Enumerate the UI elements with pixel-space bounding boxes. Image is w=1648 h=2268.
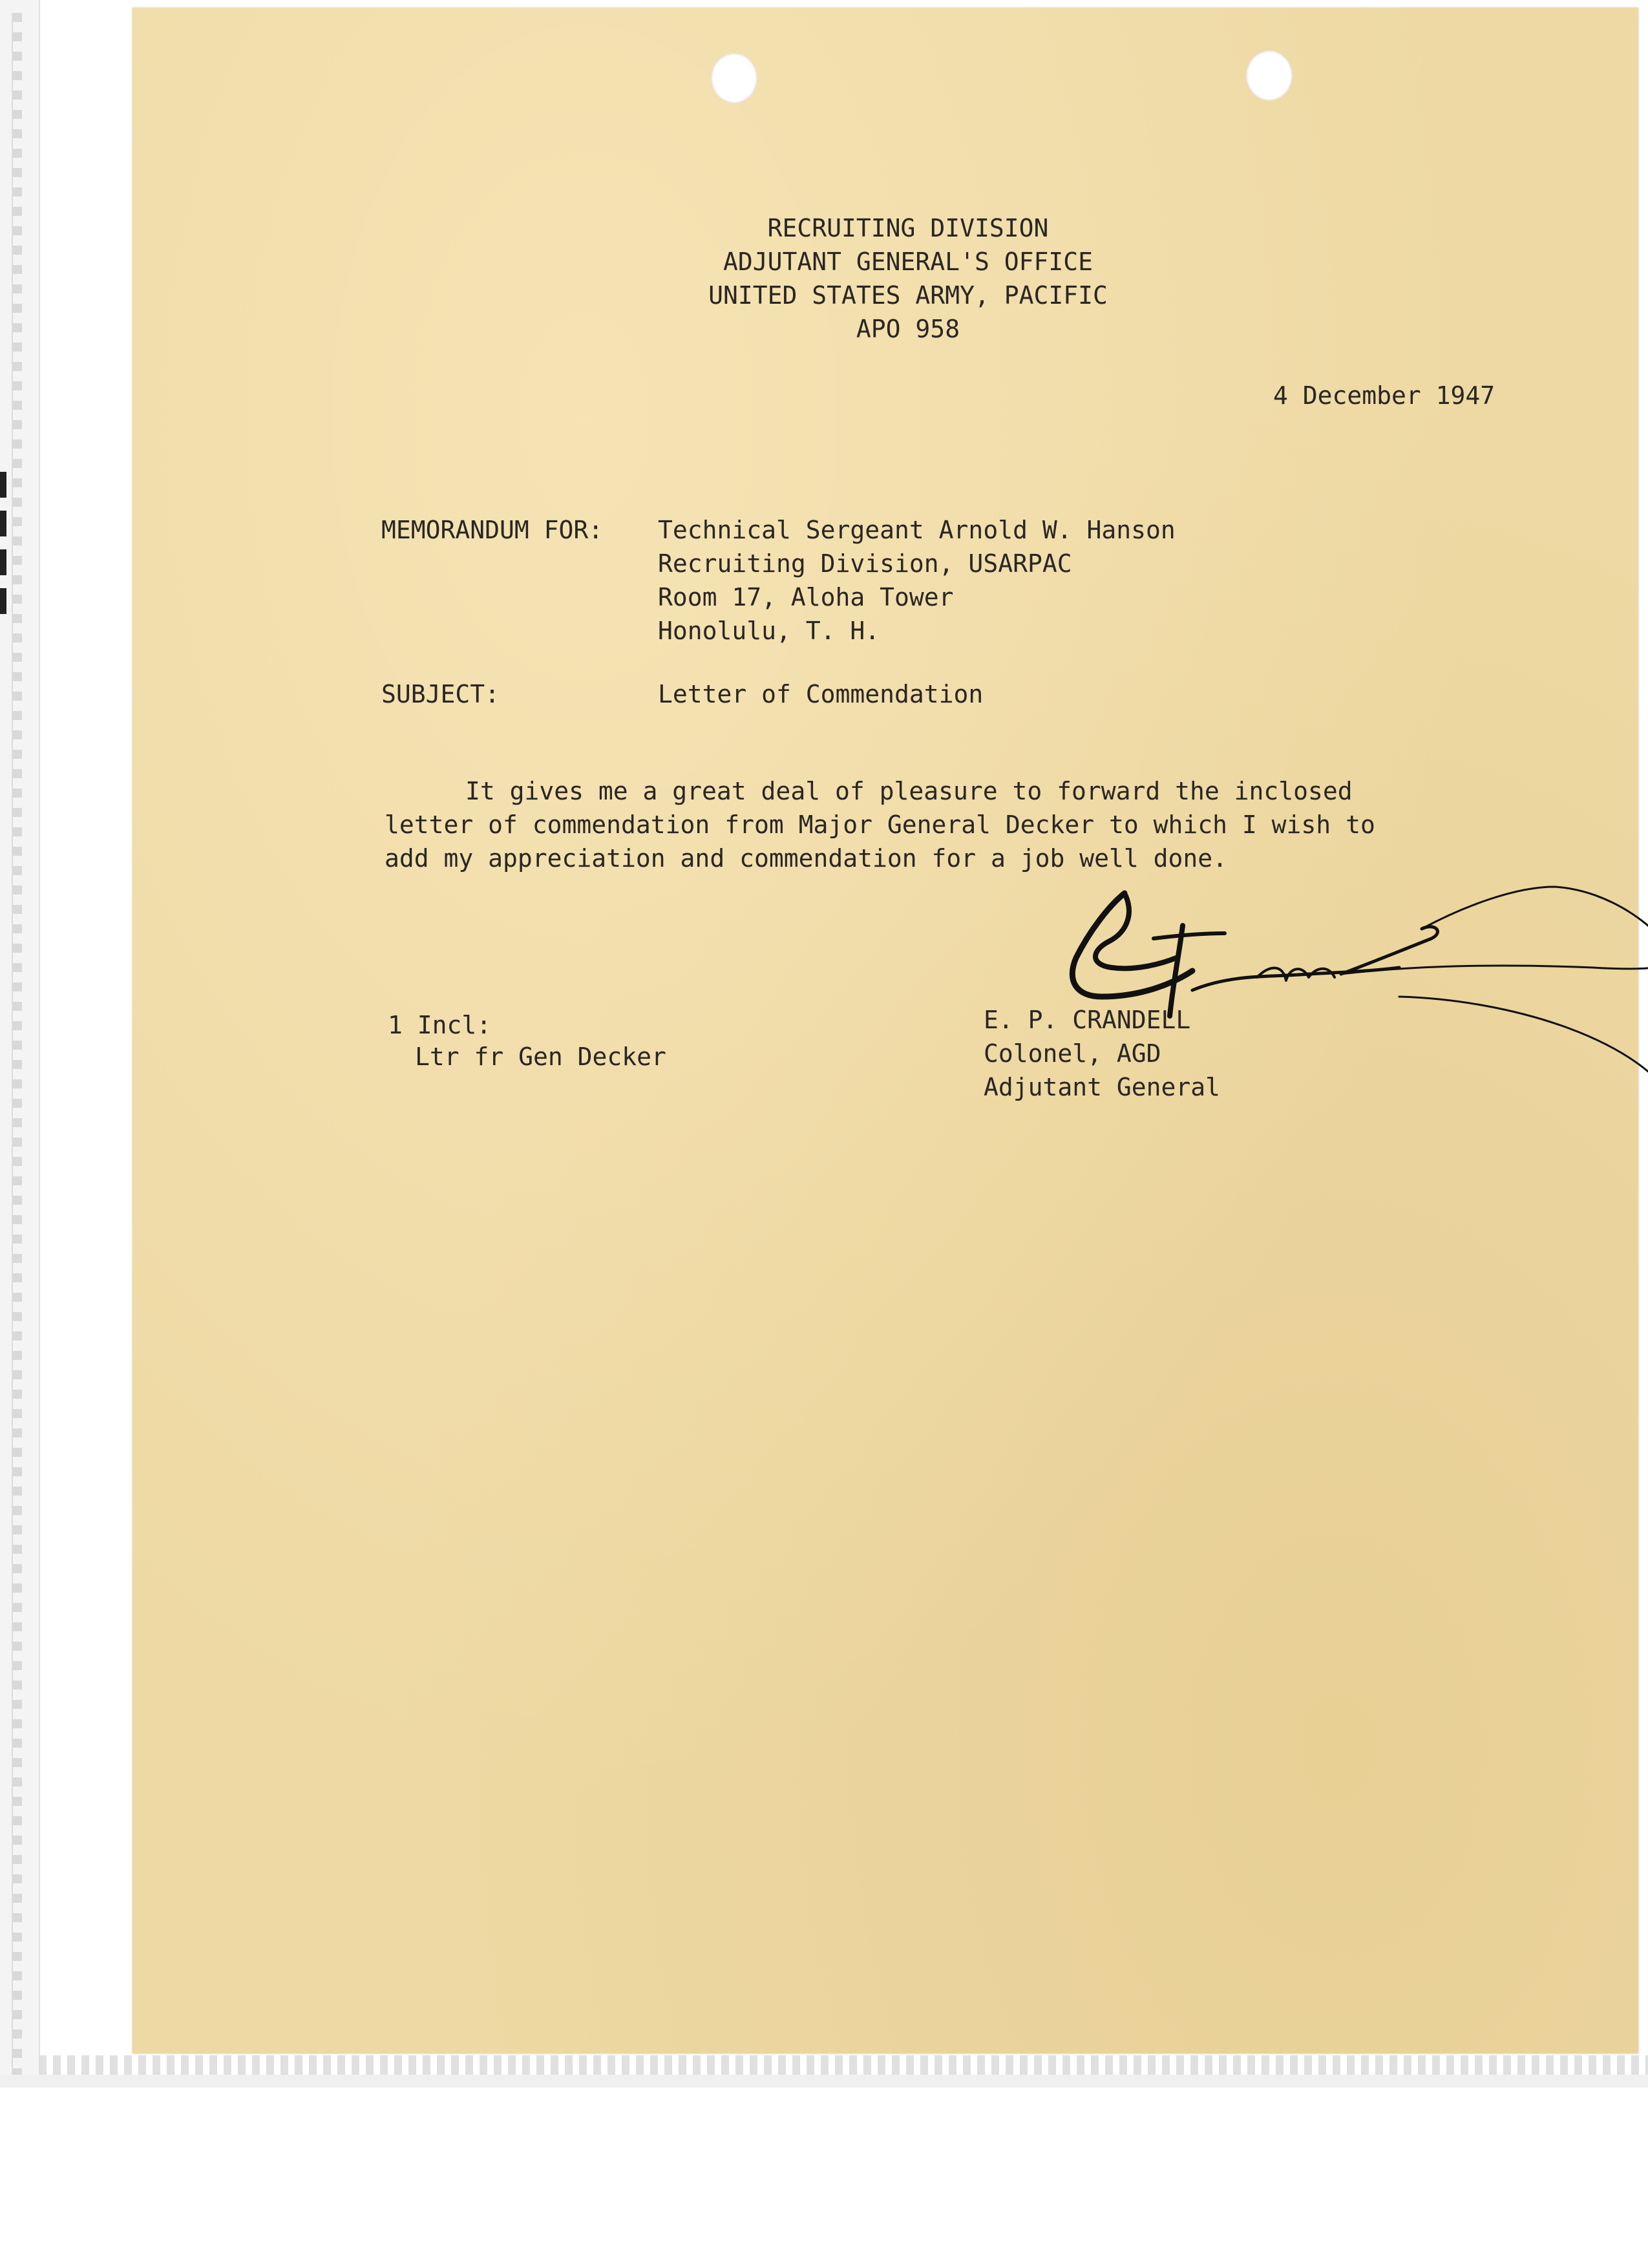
letterhead-line-1: RECRUITING DIVISION (767, 214, 1049, 242)
letterhead-line-4: APO 958 (856, 315, 960, 343)
body-line-1: It gives me a great deal of pleasure to forward the inclosed (465, 777, 1353, 805)
recipient-line-4: Honolulu, T. H. (658, 617, 880, 645)
recipient-line-3: Room 17, Aloha Tower (658, 583, 954, 611)
letterhead-line-2: ADJUTANT GENERAL'S OFFICE (723, 248, 1093, 276)
enclosure-label: 1 Incl: (388, 1011, 492, 1039)
recipient-block (658, 513, 1369, 648)
letter-paper (132, 8, 1638, 2053)
signer-name: E. P. CRANDELL (984, 1006, 1191, 1034)
bottom-perforation (39, 2055, 1648, 2075)
body-line-2: letter of commendation from Major General Decker to which I wish to (385, 811, 1375, 839)
recipient-line-2: Recruiting Division, USARPAC (658, 549, 1072, 578)
letter-date: 4 December 1947 (1273, 381, 1495, 410)
subject-text: Letter of Commendation (658, 680, 984, 708)
recipient-line-1: Technical Sergeant Arnold W. Hanson (658, 516, 1176, 544)
sleeve-perforation (12, 13, 22, 2081)
signer-title: Adjutant General (984, 1073, 1221, 1101)
margin-marking (0, 472, 6, 627)
subject-label: SUBJECT: (381, 680, 500, 708)
punch-hole-left (711, 53, 757, 103)
memorandum-label: MEMORANDUM FOR: (381, 516, 604, 544)
binder-sleeve (0, 0, 40, 2088)
handwritten-signature (1063, 861, 1648, 1197)
letterhead-line-3: UNITED STATES ARMY, PACIFIC (708, 281, 1108, 310)
punch-hole-right (1246, 50, 1293, 101)
letterhead (585, 211, 1231, 346)
enclosure-item: Ltr fr Gen Decker (415, 1043, 666, 1071)
signer-rank: Colonel, AGD (984, 1039, 1161, 1068)
bottom-sleeve-edge (0, 2075, 1648, 2088)
body-line-3: add my appreciation and commendation for a job well done. (385, 844, 1228, 873)
letter-body (385, 774, 1612, 875)
